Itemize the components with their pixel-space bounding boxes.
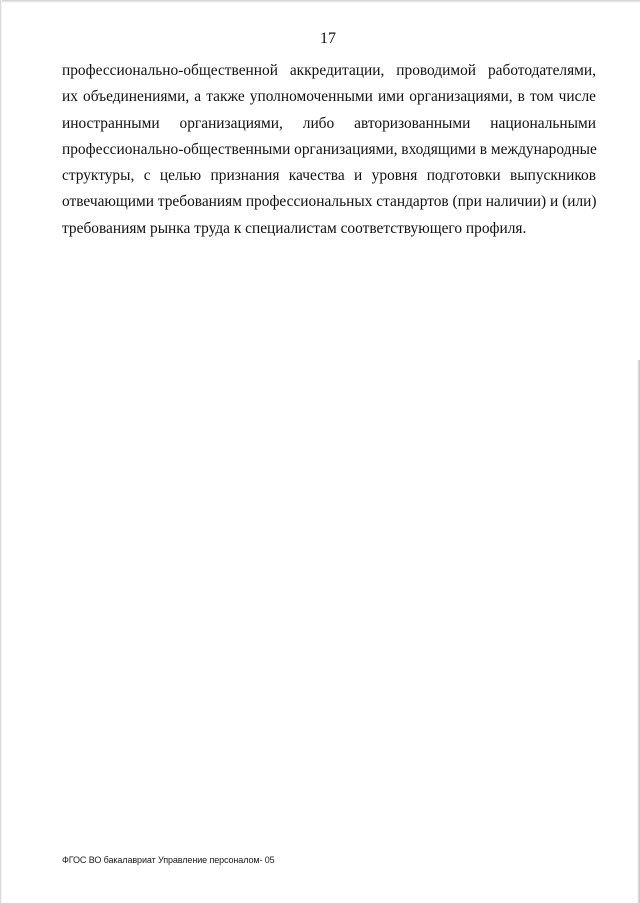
document-footer: ФГОС ВО бакалавриат Управление персоналом- 05: [62, 855, 275, 865]
scan-edge-top: [0, 0, 640, 3]
paragraph-line: требованиям рынка труда к специалистам соответствующего профиля.: [62, 219, 527, 237]
body-paragraph: [62, 58, 596, 242]
paragraph-line: иностранными организациями, либо авторизованными национальными: [62, 114, 596, 132]
page-number: 17: [320, 30, 336, 47]
scan-edge-left: [0, 0, 2, 905]
paragraph-line: отвечающими требованиям профессиональных стандартов (при наличии) и (или): [62, 193, 597, 211]
paragraph-line: профессионально-общественными организациями, входящими в международные: [62, 140, 597, 158]
paragraph-line: структуры, с целью признания качества и уровня подготовки выпускников: [62, 167, 596, 185]
paragraph-line: профессионально-общественной аккредитации, проводимой работодателями,: [62, 62, 596, 79]
paragraph-line: их объединениями, а также уполномоченными ими организациями, в том числе: [62, 88, 596, 106]
